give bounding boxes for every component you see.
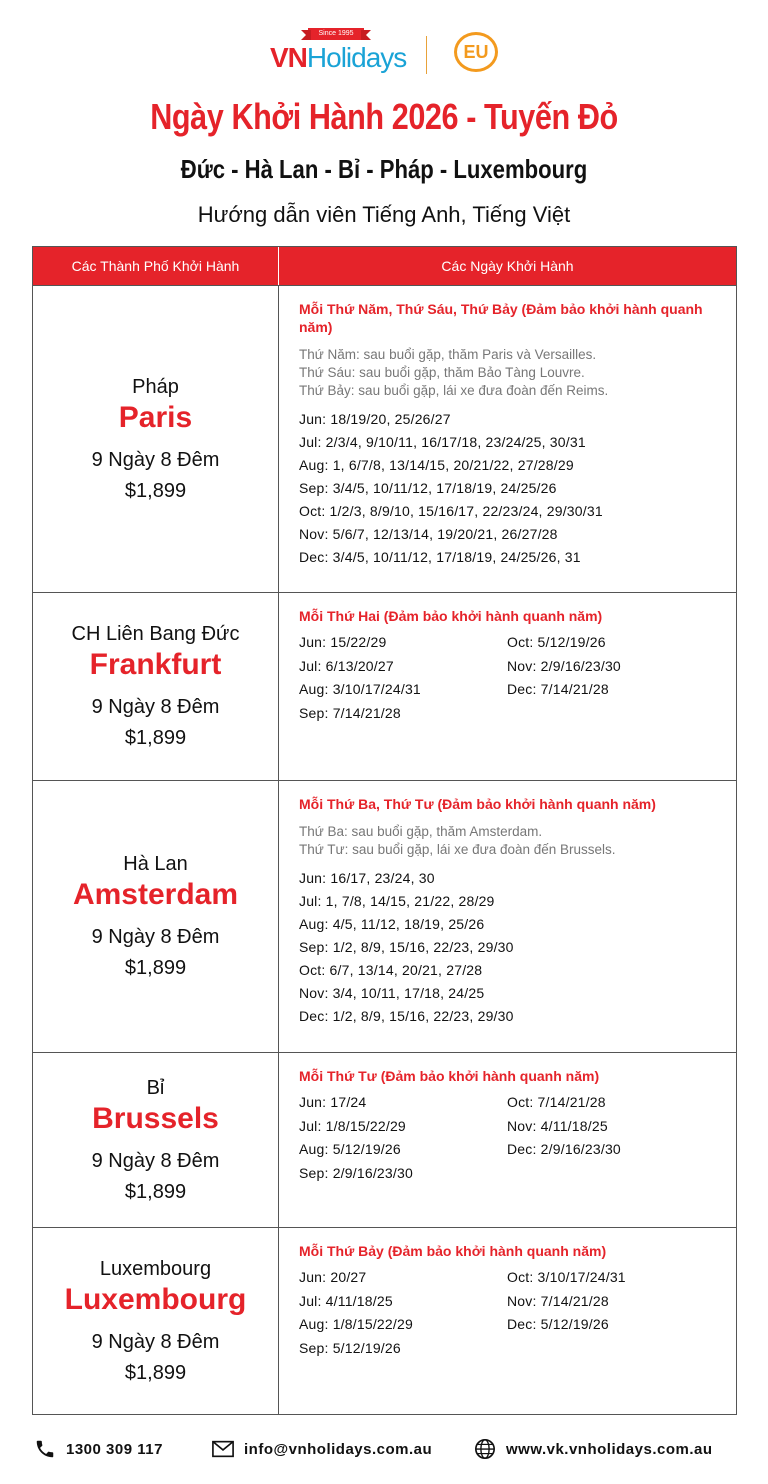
country-name: CH Liên Bang Đức <box>71 623 240 645</box>
city-cell <box>33 593 279 780</box>
guide-language: Hướng dẫn viên Tiếng Anh, Tiếng Việt <box>197 202 571 227</box>
date-line: Dec: 7/14/21/28 <box>507 681 609 697</box>
city-name: Frankfurt <box>89 648 222 681</box>
logo-divider <box>426 36 427 74</box>
dates-cell <box>279 593 736 780</box>
tour-duration: 9 Ngày 8 Đêm <box>91 696 220 718</box>
envelope-icon <box>212 1438 234 1460</box>
date-line: Sep: 1/2, 8/9, 15/16, 22/23, 29/30 <box>299 939 514 955</box>
tour-price: $1,899 <box>124 479 187 502</box>
brand-holidays: Holidays <box>306 42 407 73</box>
departure-frequency: Mỗi Thứ Bảy (Đảm bảo khởi hành quanh năm) <box>299 1243 607 1259</box>
city-cell <box>33 1228 279 1414</box>
table-row <box>33 592 736 780</box>
date-line: Jun: 16/17, 23/24, 30 <box>299 870 435 886</box>
date-grid <box>299 631 716 725</box>
phone-icon <box>34 1438 56 1460</box>
date-line: Jul: 4/11/18/25 <box>299 1292 393 1309</box>
date-line: Dec: 3/4/5, 10/11/12, 17/18/19, 24/25/26, 31 <box>299 549 581 565</box>
date-line: Nov: 3/4, 10/11, 17/18, 24/25 <box>299 985 485 1001</box>
brand-wordmark <box>270 42 406 74</box>
brand-vn: VN <box>270 42 307 73</box>
departure-frequency: Mỗi Thứ Hai (Đảm bảo khởi hành quanh năm) <box>299 608 603 624</box>
tour-price: $1,899 <box>124 1180 187 1203</box>
date-line: Sep: 7/14/21/28 <box>299 704 401 721</box>
email-contact[interactable] <box>212 1436 432 1462</box>
column-header-dates: Các Ngày Khởi Hành <box>441 258 574 274</box>
date-line: Sep: 3/4/5, 10/11/12, 17/18/19, 24/25/26 <box>299 480 557 496</box>
country-name: Pháp <box>132 375 179 398</box>
date-line: Nov: 2/9/16/23/30 <box>507 657 621 674</box>
departure-frequency: Mỗi Thứ Năm, Thứ Sáu, Thứ Bảy (Đảm bảo khởi hành quanh năm) <box>299 301 703 335</box>
tour-duration: 9 Ngày 8 Đêm <box>91 448 220 471</box>
tour-price: $1,899 <box>124 1361 187 1384</box>
tour-price: $1,899 <box>124 727 187 749</box>
date-list <box>299 867 716 1028</box>
table-row <box>33 285 736 592</box>
dates-cell <box>279 286 736 592</box>
date-line: Oct: 6/7, 13/14, 20/21, 27/28 <box>299 962 483 978</box>
table-row <box>33 780 736 1052</box>
tour-price: $1,899 <box>124 957 187 979</box>
table-row <box>33 1227 736 1414</box>
date-line: Oct: 5/12/19/26 <box>507 634 606 650</box>
date-line: Oct: 1/2/3, 8/9/10, 15/16/17, 22/23/24, 29/30/31 <box>299 503 603 519</box>
page-title: Ngày Khởi Hành 2026 - Tuyến Đỏ <box>150 96 618 137</box>
date-line: Jun: 18/19/20, 25/26/27 <box>299 411 451 427</box>
date-line: Jun: 20/27 <box>299 1269 367 1285</box>
partner-logo[interactable]: EU <box>454 32 498 72</box>
date-line: Jul: 6/13/20/27 <box>299 657 394 674</box>
dates-cell <box>279 781 736 1052</box>
city-name: Luxembourg <box>64 1282 247 1316</box>
tour-duration: 9 Ngày 8 Đêm <box>91 926 220 948</box>
city-cell <box>33 286 279 592</box>
date-grid <box>299 1266 716 1360</box>
city-name: Brussels <box>92 1101 219 1135</box>
column-header-city: Các Thành Phố Khởi Hành <box>33 247 279 285</box>
table-row <box>33 1052 736 1227</box>
note-line: Thứ Tư: sau buổi gặp, lái xe đưa đoàn đến Brussels. <box>299 842 616 857</box>
logo-bar <box>0 28 768 78</box>
country-name: Hà Lan <box>123 853 188 875</box>
tour-duration: 9 Ngày 8 Đêm <box>91 1149 220 1172</box>
note-line: Thứ Bảy: sau buổi gặp, lái xe đưa đoàn đến Reims. <box>299 383 609 398</box>
vnholidays-logo[interactable] <box>270 28 407 76</box>
departure-frequency: Mỗi Thứ Ba, Thứ Tư (Đảm bảo khởi hành quanh năm) <box>299 796 656 812</box>
city-cell <box>33 781 279 1052</box>
date-line: Jul: 1/8/15/22/29 <box>299 1117 406 1134</box>
departure-table <box>32 246 737 1415</box>
date-line: Dec: 5/12/19/26 <box>507 1316 609 1332</box>
dates-cell <box>279 1228 736 1414</box>
country-name: Luxembourg <box>99 1257 212 1280</box>
route-subtitle: Đức - Hà Lan - Bỉ - Pháp - Luxembourg <box>180 154 588 184</box>
date-line: Aug: 1, 6/7/8, 13/14/15, 20/21/22, 27/28/29 <box>299 457 574 473</box>
table-header <box>33 247 736 285</box>
date-line: Nov: 4/11/18/25 <box>507 1117 608 1134</box>
date-grid <box>299 1091 716 1185</box>
city-cell <box>33 1053 279 1227</box>
note-line: Thứ Sáu: sau buổi gặp, thăm Bảo Tàng Louvre. <box>299 365 585 380</box>
since-ribbon: Since 1995 <box>308 28 364 40</box>
date-line: Nov: 7/14/21/28 <box>507 1292 609 1309</box>
date-line: Aug: 4/5, 11/12, 18/19, 25/26 <box>299 916 485 932</box>
country-name: Bỉ <box>146 1076 165 1099</box>
date-line: Jul: 2/3/4, 9/10/11, 16/17/18, 23/24/25, 30/31 <box>299 434 586 450</box>
date-line: Dec: 2/9/16/23/30 <box>507 1141 621 1157</box>
city-name: Paris <box>118 400 193 434</box>
date-line: Aug: 5/12/19/26 <box>299 1141 401 1157</box>
itinerary-notes <box>299 346 716 400</box>
date-line: Nov: 5/6/7, 12/13/14, 19/20/21, 26/27/28 <box>299 526 558 542</box>
website-url: www.vk.vnholidays.com.au <box>506 1440 713 1458</box>
note-line: Thứ Năm: sau buổi gặp, thăm Paris và Versailles. <box>299 347 597 362</box>
date-line: Dec: 1/2, 8/9, 15/16, 22/23, 29/30 <box>299 1008 514 1024</box>
tour-duration: 9 Ngày 8 Đêm <box>91 1330 220 1353</box>
email-address: info@vnholidays.com.au <box>244 1440 433 1458</box>
contact-footer <box>0 1436 768 1462</box>
date-line: Jul: 1, 7/8, 14/15, 21/22, 28/29 <box>299 893 495 909</box>
dates-cell <box>279 1053 736 1227</box>
departure-frequency: Mỗi Thứ Tư (Đảm bảo khởi hành quanh năm) <box>299 1068 600 1084</box>
phone-contact[interactable] <box>34 1436 163 1462</box>
note-line: Thứ Ba: sau buổi gặp, thăm Amsterdam. <box>299 824 543 839</box>
date-line: Jun: 17/24 <box>299 1094 367 1110</box>
date-line: Jun: 15/22/29 <box>299 634 387 650</box>
phone-number: 1300 309 117 <box>66 1440 163 1458</box>
date-line: Oct: 3/10/17/24/31 <box>507 1269 626 1285</box>
date-line: Aug: 1/8/15/22/29 <box>299 1316 413 1332</box>
itinerary-notes <box>299 823 716 859</box>
city-name: Amsterdam <box>72 878 239 911</box>
globe-icon <box>474 1438 496 1460</box>
website-contact[interactable] <box>474 1436 713 1462</box>
date-list <box>299 408 716 569</box>
date-line: Oct: 7/14/21/28 <box>507 1094 606 1110</box>
date-line: Aug: 3/10/17/24/31 <box>299 681 421 697</box>
date-line: Sep: 2/9/16/23/30 <box>299 1164 413 1181</box>
date-line: Sep: 5/12/19/26 <box>299 1339 401 1356</box>
